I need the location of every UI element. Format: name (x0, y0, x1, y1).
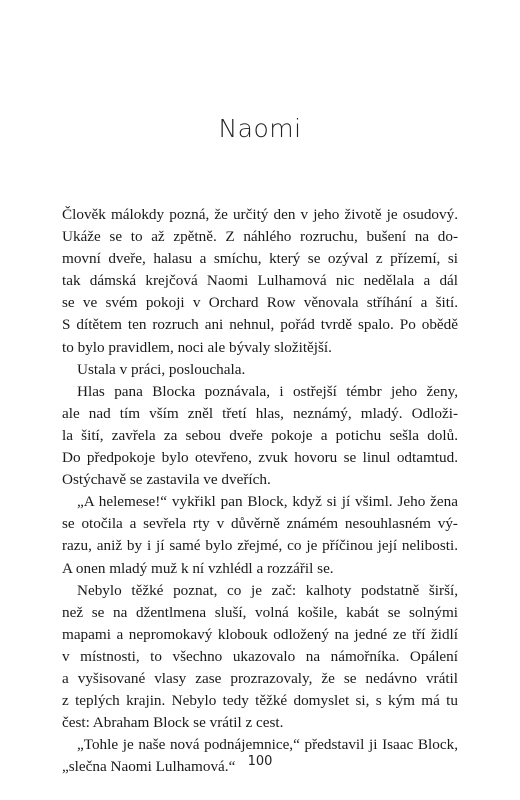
text-line: Ostýchavě se zastavila ve dveřích. (62, 471, 271, 489)
text-line: a vyšisované vlasy zase prozrazovaly, že se nedávno vrátil (62, 669, 458, 687)
text-line: „A helemese!“ vykřikl pan Block, když si jí všiml. Jeho žena (77, 493, 458, 511)
text-line: razu, aniž by i jí samé bylo zřejmé, co je příčinou její nelibosti. (62, 537, 458, 555)
text-line: mapami a nepromokavý klobouk odložený na jedné ze tří židlí (62, 625, 458, 643)
chapter-body (62, 204, 458, 778)
text-line: Hlas pana Blocka poznávala, i ostřejší témbr jeho ženy, (77, 382, 458, 400)
text-line: S dítětem ten rozruch ani nehnul, pořád tvrdě spalo. Po obědě (62, 316, 458, 334)
text-line: čest: Abraham Block se vrátil z cest. (62, 714, 284, 732)
text-line: Ustala v práci, poslouchala. (77, 360, 246, 378)
paragraph (62, 580, 458, 735)
text-line: ale nad tím vším zněl třetí hlas, neznámý, mladý. Odloži- (62, 404, 458, 422)
text-line: z teplých krajin. Nebylo tedy těžké domyslet si, s kým má tu (62, 692, 458, 710)
text-line: Ukáže se to až zpětně. Z náhlého rozruchu, bušení na do- (62, 228, 458, 246)
text-line: „slečna Naomi Lulhamová.“ (62, 758, 236, 776)
text-line: movní dveře, halasu a smíchu, který se ozýval z přízemí, si (62, 250, 458, 268)
text-line: se ve svém pokoji v Orchard Row věnovala stříhání a šití. (62, 294, 458, 312)
text-line: A onen mladý muž k ní vzhlédl a rozzářil se. (62, 559, 334, 577)
text-line: „Tohle je naše nová podnájemnice,“ představil ji Isaac Block, (77, 736, 458, 754)
chapter-title: Naomi (218, 114, 302, 143)
paragraph (62, 359, 458, 381)
text-line: se otočila a sevřela rty v důvěrně známém nesouhlasném vý- (62, 515, 458, 533)
text-line: v místnosti, to všechno ukazovalo na námořníka. Opálení (62, 647, 458, 665)
paragraph (62, 491, 458, 579)
text-line: než se na džentlmena sluší, volná košile, kabát se solnými (62, 603, 458, 621)
paragraph (62, 381, 458, 491)
text-line: la šití, zavřela za sebou dveře pokoje a potichu sešla dolů. (62, 426, 458, 444)
text-line: Člověk málokdy pozná, že určitý den v jeho životě je osudový. (62, 206, 458, 223)
paragraph (62, 204, 458, 359)
text-line: tak dámská krejčová Naomi Lulhamová nic nedělala a dál (62, 272, 458, 290)
text-line: Nebylo těžké poznat, co je zač: kalhoty podstatně širší, (77, 581, 458, 599)
page-number: 100 (247, 754, 273, 769)
text-line: to bylo pravidlem, noci ale bývaly složitější. (62, 338, 332, 356)
text-line: Do předpokoje bylo otevřeno, zvuk hovoru se linul odtamtud. (62, 449, 458, 467)
